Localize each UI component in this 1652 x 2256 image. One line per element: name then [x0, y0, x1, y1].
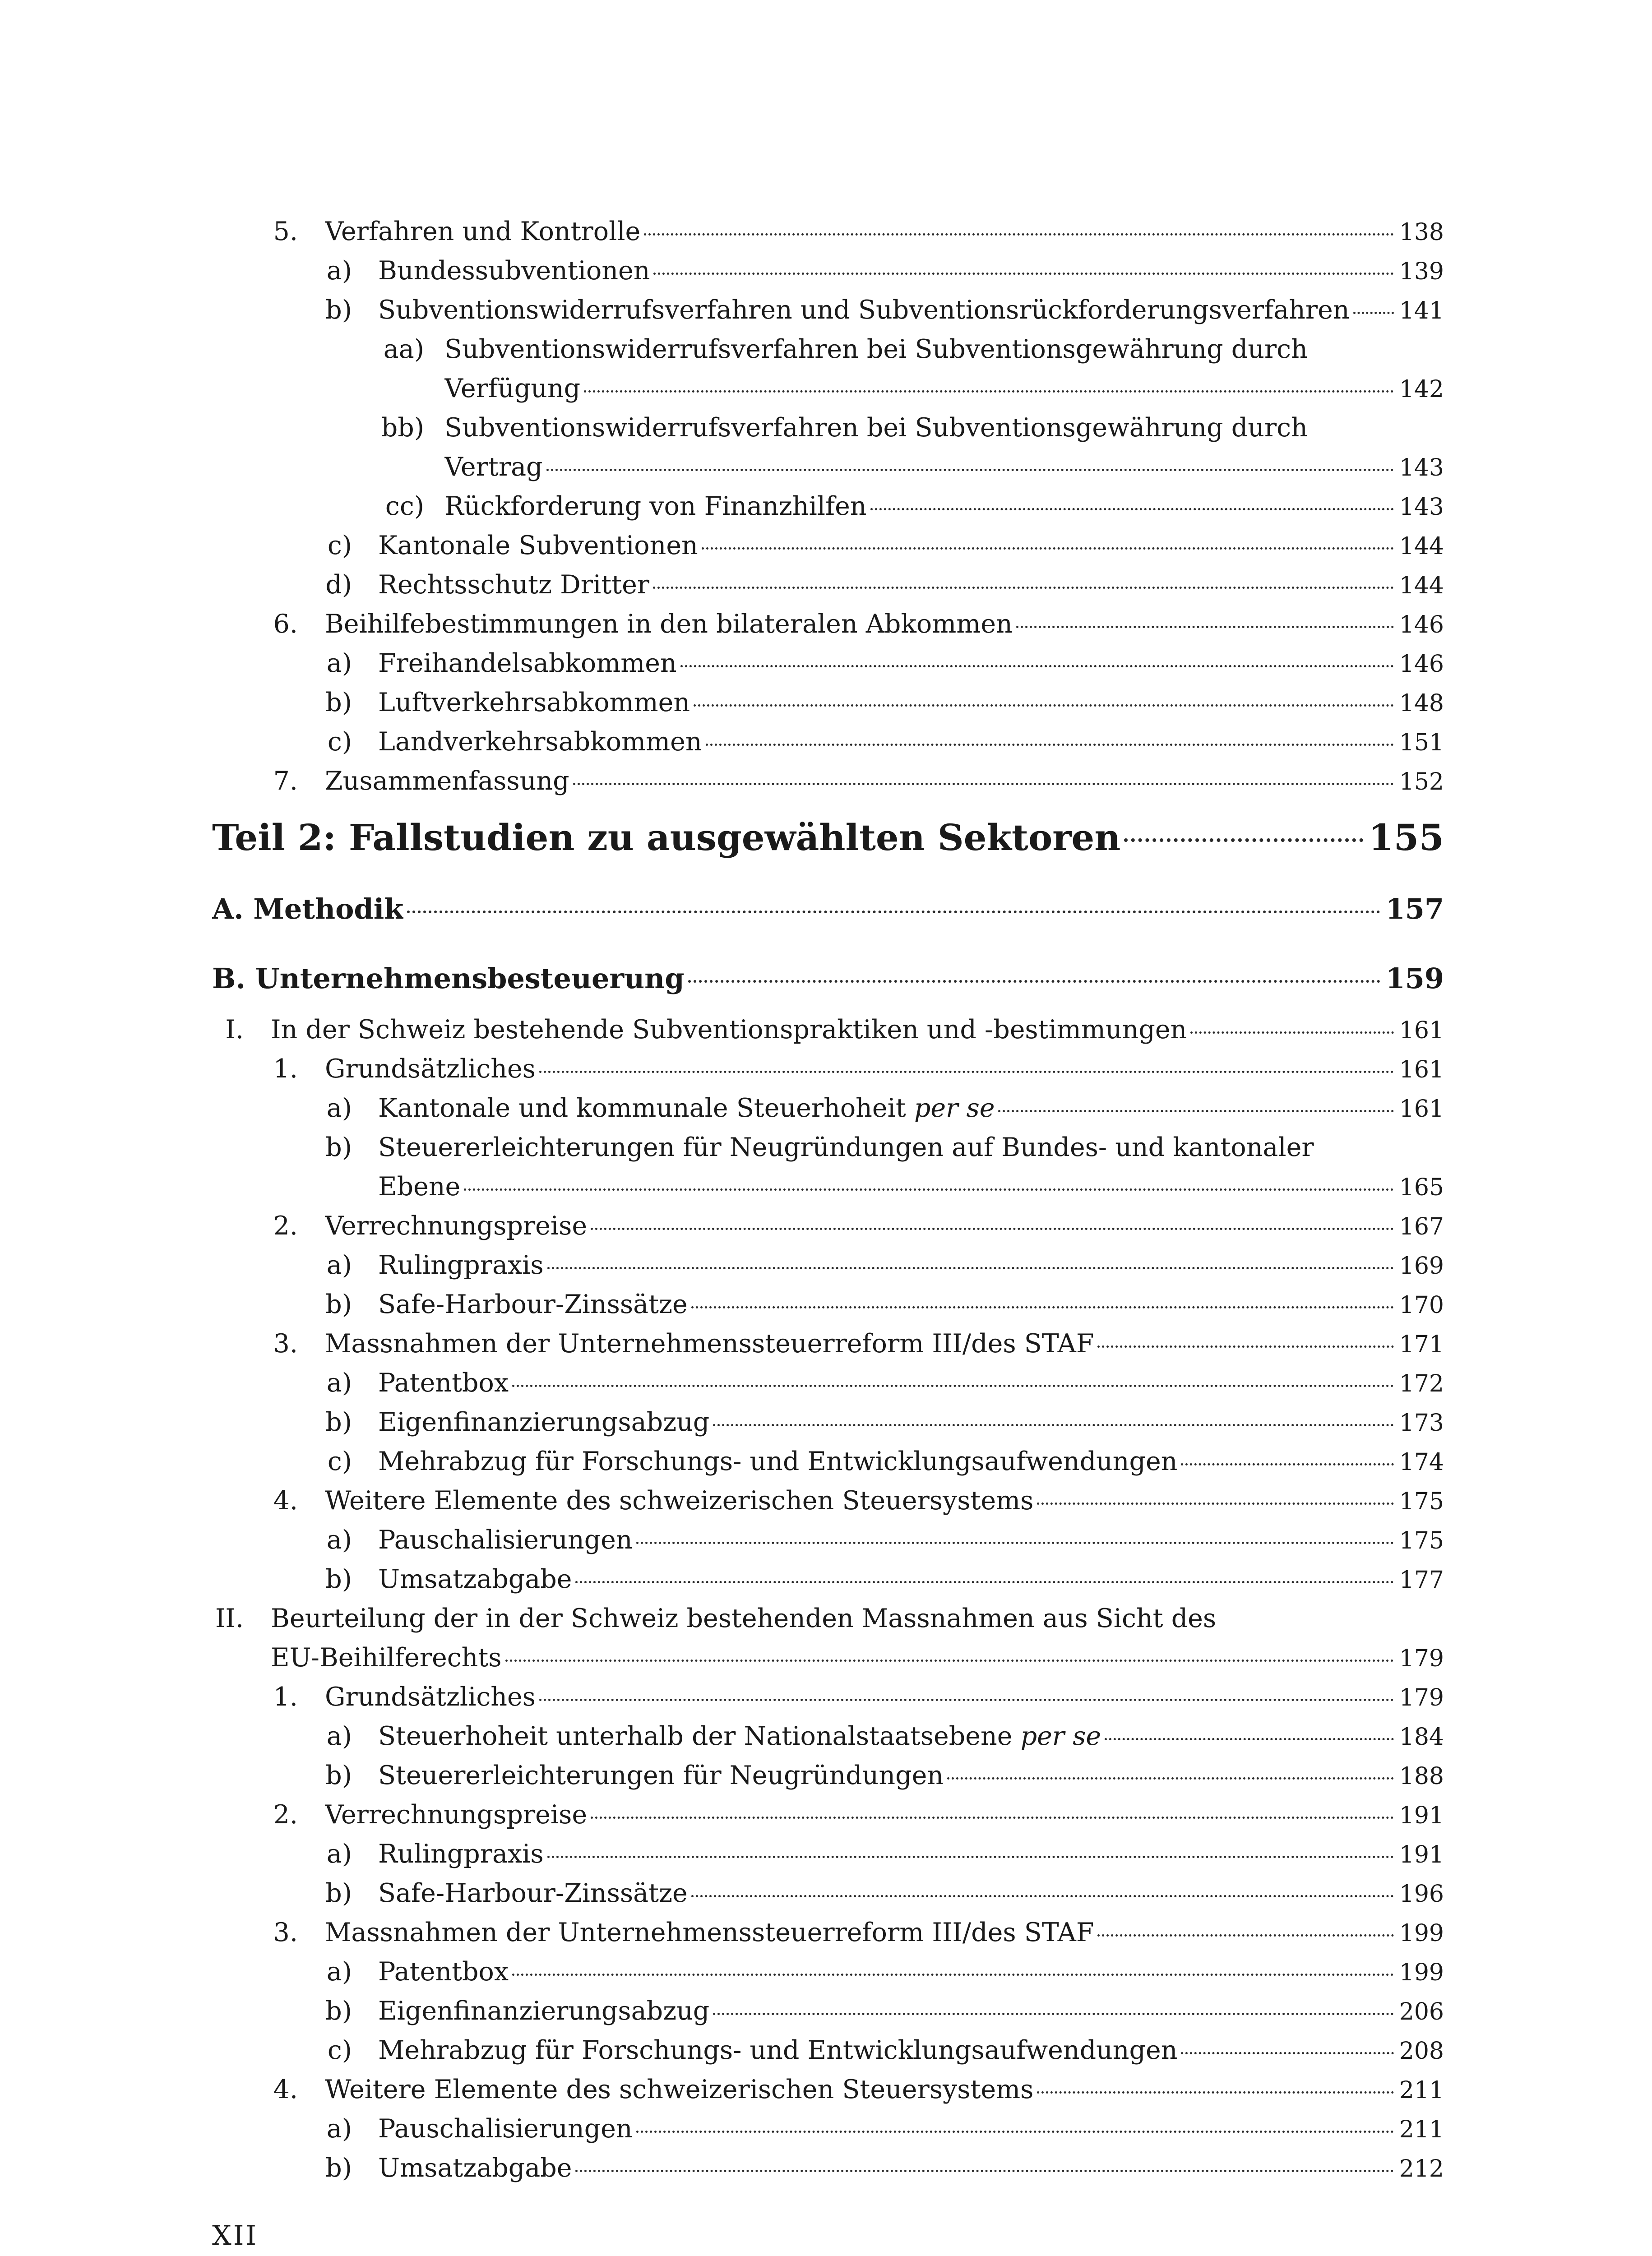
toc-page-number: 179 [1399, 1645, 1444, 1672]
toc-entry-title: In der Schweiz bestehende Subventionspraktiken und -bestimmungen [271, 1015, 1187, 1045]
toc-entry-title: Freihandelsabkommen [378, 648, 677, 678]
toc-entry-number: b) [325, 1290, 352, 1319]
toc-page-number: 151 [1399, 729, 1444, 756]
toc-entry-number: 1. [273, 1054, 298, 1084]
toc-entry [212, 1795, 1444, 1835]
toc-page-number: 161 [1399, 1017, 1444, 1044]
toc-page-number: 152 [1399, 768, 1444, 795]
toc-entry-title: Steuerhoheit unterhalb der Nationalstaatsebene per se [378, 1721, 1101, 1751]
toc-page-number: 208 [1399, 2038, 1444, 2065]
toc-entry-number: a) [326, 648, 352, 678]
dot-leader [584, 390, 1394, 393]
toc-page-number: 175 [1399, 1527, 1444, 1554]
toc-entry-number: d) [325, 570, 352, 600]
toc-entry-title: Grundsätzliches [325, 1054, 536, 1084]
toc-entry-title: Kantonale Subventionen [378, 531, 698, 560]
toc-page-number: 184 [1399, 1724, 1444, 1751]
dot-leader [947, 1777, 1394, 1780]
toc-page-number: 138 [1399, 219, 1444, 246]
dot-leader [653, 273, 1393, 275]
toc-entry-title: Ebene [378, 1172, 461, 1202]
toc-part-heading [212, 804, 1444, 871]
toc-entry-number: c) [327, 1447, 352, 1476]
toc-entry-number: c) [327, 727, 352, 757]
dot-leader [636, 2131, 1394, 2133]
dot-leader [512, 1385, 1394, 1387]
toc-page-number: 211 [1399, 2116, 1444, 2143]
toc-entry-title: B. Unternehmensbesteuerung [212, 962, 685, 995]
toc-entry-title: Safe-Harbour-Zinssätze [378, 1878, 688, 1908]
toc-entry-italic: per se [1020, 1721, 1101, 1751]
toc-page-number: 188 [1399, 1763, 1444, 1790]
toc-entry-title: Massnahmen der Unternehmenssteuerreform III/des STAF [325, 1918, 1094, 1947]
toc-entry-number: a) [326, 1250, 352, 1280]
toc-entry-number: a) [326, 1093, 352, 1123]
toc-entry-title: Landverkehrsabkommen [378, 727, 702, 757]
toc-entry-title: Pauschalisierungen [378, 2114, 633, 2144]
toc-page-number: 171 [1399, 1331, 1444, 1358]
dot-leader [870, 508, 1394, 510]
toc-entry-title: Weitere Elemente des schweizerischen Steuersystems [325, 1486, 1034, 1516]
toc-entry [212, 1207, 1444, 1246]
toc-entry [212, 644, 1444, 683]
dot-leader [1037, 2091, 1393, 2094]
dot-leader [653, 587, 1394, 589]
toc-entry-title: Bundessubventionen [378, 256, 650, 286]
toc-entry-title: Safe-Harbour-Zinssätze [378, 1290, 688, 1319]
toc-entry-number: b) [325, 1564, 352, 1594]
toc-page-number: 146 [1399, 611, 1444, 638]
toc-section-heading [212, 878, 1444, 941]
toc-page-number: 161 [1399, 1096, 1444, 1123]
toc-entry-title: Mehrabzug für Forschungs- und Entwicklungsaufwendungen [378, 1447, 1178, 1476]
dot-leader [1105, 1738, 1394, 1740]
toc-section-heading [212, 947, 1444, 1010]
toc-entry [212, 2031, 1444, 2070]
dot-leader [573, 783, 1394, 785]
toc-entry-title: Beurteilung der in der Schweiz bestehenden Massnahmen aus Sicht des [271, 1604, 1217, 1633]
toc-page-number: 141 [1399, 297, 1444, 324]
dot-leader [1016, 626, 1394, 628]
toc-entry-number: 7. [273, 766, 298, 796]
toc-entry-title: Steuererleichterungen für Neugründungen auf Bundes- und kantonaler [378, 1133, 1314, 1162]
dot-leader [636, 1542, 1394, 1544]
toc-entry [212, 1364, 1444, 1403]
toc-entry [212, 1324, 1444, 1364]
toc-entry-number: a) [326, 256, 352, 286]
dot-leader [547, 1856, 1394, 1858]
toc-entry-number: a) [326, 1839, 352, 1869]
toc-entry-title: Mehrabzug für Forschungs- und Entwicklungsaufwendungen [378, 2035, 1178, 2065]
toc-entry [212, 2109, 1444, 2149]
toc-entry-number: bb) [381, 413, 424, 443]
toc-entry [212, 1442, 1444, 1481]
dot-leader [680, 665, 1394, 667]
dot-leader [539, 1699, 1394, 1701]
dot-leader [694, 704, 1394, 707]
toc-entry-title: Patentbox [378, 1368, 509, 1398]
dot-leader [998, 1110, 1393, 1112]
toc-entry-title: Verfahren und Kontrolle [325, 217, 641, 246]
toc-entry-title: Rulingpraxis [378, 1839, 544, 1869]
dot-leader [691, 1306, 1394, 1308]
toc-entry-title: Umsatzabgabe [378, 2153, 572, 2183]
toc-entry [212, 1717, 1444, 1756]
toc-page-number: 169 [1399, 1253, 1444, 1280]
toc-entry [212, 487, 1444, 526]
toc-page-number: 142 [1399, 376, 1444, 403]
toc-entry-number: I. [225, 1015, 244, 1045]
toc-page-number: 196 [1399, 1881, 1444, 1908]
toc-entry [212, 408, 1444, 448]
toc-entry [212, 683, 1444, 722]
toc-entry-title: Kantonale und kommunale Steuerhoheit per se [378, 1093, 995, 1123]
toc-entry-number: 2. [273, 1211, 298, 1241]
toc-entry-title: Rechtsschutz Dritter [378, 570, 650, 600]
toc-entry-number: b) [325, 1133, 352, 1162]
toc-entry [212, 2149, 1444, 2188]
toc-entry [212, 605, 1444, 644]
dot-leader [1353, 312, 1394, 314]
dot-leader [1124, 838, 1363, 842]
dot-leader [546, 469, 1394, 471]
dot-leader [713, 1424, 1393, 1426]
dot-leader [512, 1974, 1394, 1976]
dot-leader [505, 1660, 1394, 1662]
toc-entry [212, 1874, 1444, 1913]
toc-entry-title: Vertrag [444, 452, 543, 482]
toc-entry [212, 1481, 1444, 1521]
toc-page-number: 144 [1399, 533, 1444, 560]
toc-entry [212, 1010, 1444, 1049]
toc-page-number: 179 [1399, 1684, 1444, 1711]
dot-leader [688, 980, 1380, 983]
toc-page-number: 199 [1399, 1920, 1444, 1947]
toc-entry-title: Verrechnungspreise [325, 1211, 588, 1241]
toc-entry-number: a) [326, 1525, 352, 1555]
toc-entry-number: a) [326, 1368, 352, 1398]
toc-entry-number: 3. [273, 1918, 298, 1947]
toc-entry-number: 2. [273, 1800, 298, 1830]
dot-leader [1097, 1345, 1393, 1348]
toc-page-number: 139 [1399, 258, 1444, 285]
toc-entry-number: 6. [273, 609, 298, 639]
toc-entry-number: c) [327, 2035, 352, 2065]
toc-entry [212, 291, 1444, 330]
toc-entry-title: Beihilfebestimmungen in den bilateralen Abkommen [325, 609, 1013, 639]
toc-entry-number: cc) [385, 491, 424, 521]
toc-entry [212, 1835, 1444, 1874]
toc-page-number: 157 [1385, 892, 1444, 925]
toc-entry [212, 722, 1444, 762]
toc-page-number: 172 [1399, 1370, 1444, 1397]
toc-page-number: 191 [1399, 1802, 1444, 1829]
toc-page-number: 174 [1399, 1449, 1444, 1476]
toc-entry-title: Grundsätzliches [325, 1682, 536, 1712]
toc-entry-number: 4. [273, 1486, 298, 1516]
toc-entry [212, 1403, 1444, 1442]
toc-entry [212, 1678, 1444, 1717]
toc-entry [212, 1128, 1444, 1167]
toc-entry-number: b) [325, 688, 352, 717]
toc-entry [212, 1599, 1444, 1638]
toc-entry [212, 1638, 1444, 1678]
dot-leader [691, 1895, 1394, 1897]
toc-entry-number: a) [326, 1957, 352, 1987]
toc-entry-title: Umsatzabgabe [378, 1564, 572, 1594]
toc-entry-title: Verrechnungspreise [325, 1800, 588, 1830]
toc-entry-number: b) [325, 1761, 352, 1790]
toc-entry-title: A. Methodik [212, 892, 404, 925]
toc-entry-title: Massnahmen der Unternehmenssteuerreform III/des STAF [325, 1329, 1094, 1359]
toc-entry-title: Eigenfinanzierungsabzug [378, 1407, 710, 1437]
dot-leader [407, 911, 1380, 913]
toc-entry [212, 1049, 1444, 1089]
toc-entry-title: Rückforderung von Finanzhilfen [444, 491, 867, 521]
toc-entry-title: Verfügung [444, 374, 581, 403]
toc-page-number: 167 [1399, 1213, 1444, 1240]
toc-entry-number: 1. [273, 1682, 298, 1712]
dot-leader [575, 2170, 1393, 2172]
toc-page-number: 191 [1399, 1841, 1444, 1868]
dot-leader [539, 1071, 1394, 1073]
toc-entry-number: c) [327, 531, 352, 560]
toc-page-number: 199 [1399, 1959, 1444, 1986]
toc-page-number: 165 [1399, 1174, 1444, 1201]
dot-leader [591, 1228, 1394, 1230]
toc-entry-number: b) [325, 1407, 352, 1437]
toc-entry-title: EU-Beihilferechts [271, 1643, 502, 1673]
toc-entry [212, 1560, 1444, 1599]
dot-leader [1190, 1031, 1393, 1034]
dot-leader [575, 1581, 1393, 1583]
toc-entry [212, 1167, 1444, 1207]
toc-page-number: 175 [1399, 1488, 1444, 1515]
toc-entry [212, 1285, 1444, 1324]
toc-entry-title: Pauschalisierungen [378, 1525, 633, 1555]
toc-entry-title: Subventionswiderrufsverfahren und Subventionsrückforderungsverfahren [378, 295, 1350, 325]
toc-entry-number: b) [325, 295, 352, 325]
toc-entry-number: a) [326, 2114, 352, 2144]
toc-page-number: 206 [1399, 1998, 1444, 2025]
toc-entry-number: 4. [273, 2075, 298, 2104]
toc-entry-title: Weitere Elemente des schweizerischen Steuersystems [325, 2075, 1034, 2104]
toc-page-number: 144 [1399, 572, 1444, 599]
toc-entry-title: Teil 2: Fallstudien zu ausgewählten Sektoren [212, 816, 1121, 859]
toc-entry [212, 1089, 1444, 1128]
toc-entry-number: b) [325, 2153, 352, 2183]
dot-leader [706, 744, 1394, 746]
toc-entry [212, 2070, 1444, 2109]
dot-leader [644, 233, 1393, 236]
toc-entry-title: Eigenfinanzierungsabzug [378, 1996, 710, 2026]
toc-entry-title: Steuererleichterungen für Neugründungen [378, 1761, 944, 1790]
dot-leader [591, 1817, 1394, 1819]
toc-entry [212, 369, 1444, 408]
toc-page-number: 211 [1399, 2077, 1444, 2104]
page-number-folio: XII [212, 2220, 259, 2251]
toc-entry [212, 1246, 1444, 1285]
toc-page-number: 148 [1399, 690, 1444, 717]
toc-page-number: 177 [1399, 1567, 1444, 1594]
dot-leader [702, 547, 1394, 550]
dot-leader [464, 1188, 1393, 1191]
dot-leader [713, 2013, 1393, 2015]
toc-entry [212, 1952, 1444, 1992]
dot-leader [1181, 1463, 1393, 1465]
toc-page-number: 159 [1385, 962, 1444, 995]
toc-entry [212, 212, 1444, 251]
toc-entry [212, 1756, 1444, 1795]
toc-page-number: 155 [1369, 816, 1444, 859]
toc-entry-number: b) [325, 1996, 352, 2026]
toc-page-number: 170 [1399, 1292, 1444, 1319]
dot-leader [1037, 1502, 1393, 1505]
dot-leader [1097, 1934, 1393, 1937]
toc-page-number: 212 [1399, 2155, 1444, 2182]
toc-entry [212, 1913, 1444, 1952]
toc-entry-number: 3. [273, 1329, 298, 1359]
toc-entry [212, 1992, 1444, 2031]
toc-entry [212, 251, 1444, 291]
toc-entry-number: aa) [383, 334, 424, 364]
toc-entry-title: Luftverkehrsabkommen [378, 688, 690, 717]
toc-page-number: 143 [1399, 494, 1444, 521]
dot-leader [1181, 2052, 1393, 2054]
toc-entry-number: a) [326, 1721, 352, 1751]
toc-entry-number: II. [215, 1604, 244, 1633]
toc-entry-italic: per se [914, 1093, 995, 1123]
toc-entry [212, 330, 1444, 369]
toc-entry-title: Subventionswiderrufsverfahren bei Subventionsgewährung durch [444, 334, 1308, 364]
toc-page-number: 146 [1399, 651, 1444, 678]
toc-entry [212, 448, 1444, 487]
toc-entry-number: 5. [273, 217, 298, 246]
toc-entry-title: Zusammenfassung [325, 766, 569, 796]
toc-entry-title: Patentbox [378, 1957, 509, 1987]
toc-entry-number: b) [325, 1878, 352, 1908]
toc-entry-title: Rulingpraxis [378, 1250, 544, 1280]
toc-entry [212, 1521, 1444, 1560]
toc-entry [212, 526, 1444, 565]
table-of-contents [212, 212, 1444, 2188]
toc-page-number: 173 [1399, 1410, 1444, 1437]
toc-page-number: 161 [1399, 1056, 1444, 1083]
dot-leader [547, 1267, 1394, 1269]
toc-entry [212, 565, 1444, 605]
toc-page-number: 143 [1399, 454, 1444, 481]
toc-entry-title: Subventionswiderrufsverfahren bei Subventionsgewährung durch [444, 413, 1308, 443]
toc-entry [212, 762, 1444, 801]
